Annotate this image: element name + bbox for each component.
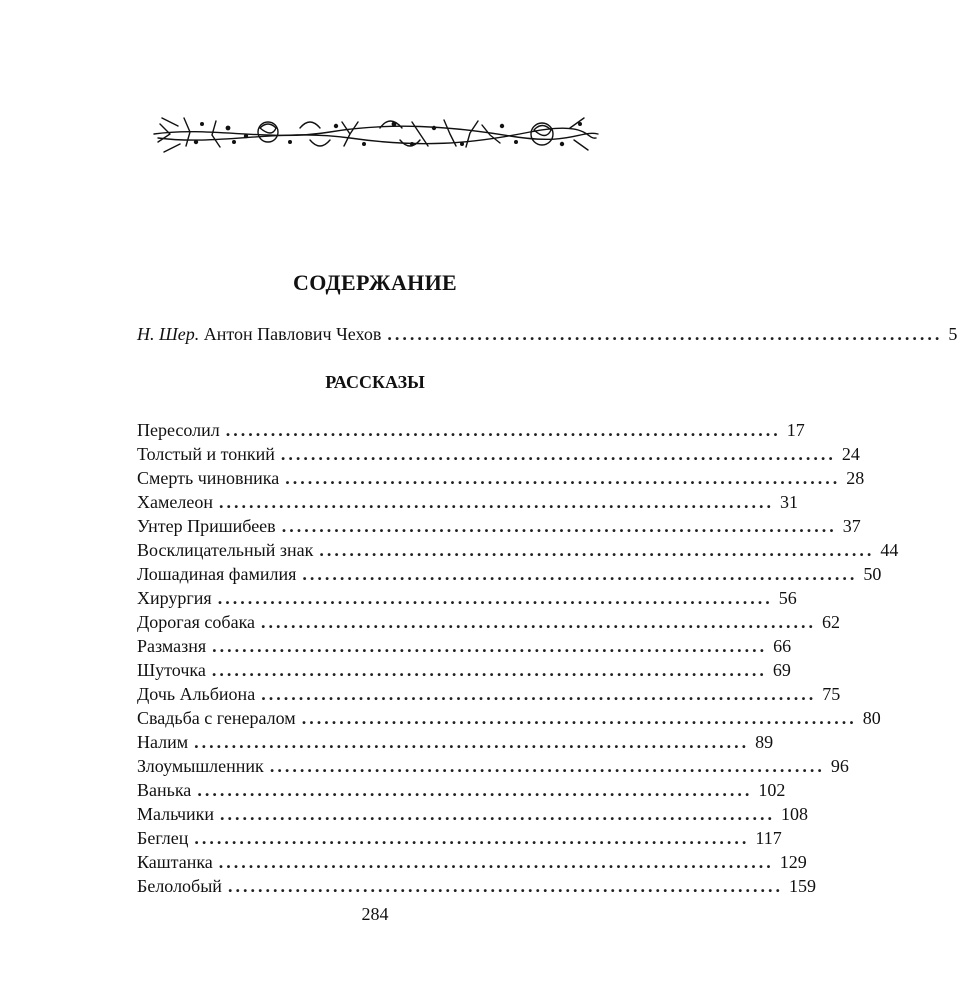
page-number: 284 — [361, 904, 389, 924]
toc-entry-title: Лошадиная фамилия — [137, 564, 297, 584]
toc-intro-entry[interactable] — [137, 322, 957, 346]
toc-entry-page: 129 — [779, 852, 807, 872]
dot-leader: .......................................................................... — [261, 684, 817, 704]
toc-entry-page: 56 — [778, 588, 797, 608]
toc-entry-title: Каштанка — [137, 852, 213, 872]
toc-entry[interactable] — [137, 634, 792, 658]
toc-entry-page: 28 — [846, 468, 865, 488]
toc-entry[interactable] — [137, 442, 860, 466]
toc-entry-page: 108 — [781, 804, 809, 824]
toc-entry-page: 80 — [862, 708, 881, 728]
dot-leader: .......................................................................... — [319, 540, 875, 560]
toc-entry-page: 117 — [755, 828, 782, 848]
dot-leader: .......................................................................... — [302, 564, 858, 584]
toc-entry-page: 75 — [822, 684, 841, 704]
toc-entry[interactable] — [137, 562, 882, 586]
section-heading: РАССКАЗЫ — [325, 372, 425, 392]
toc-entry-title: Мальчики — [137, 804, 215, 824]
toc-entry[interactable] — [137, 826, 782, 850]
toc-entry[interactable] — [137, 466, 865, 490]
toc-entry[interactable] — [137, 418, 805, 442]
toc-entry-title: Унтер Пришибеев — [137, 516, 276, 536]
toc-entry-page: 66 — [773, 636, 792, 656]
dot-leader: .......................................................................... — [301, 708, 857, 728]
toc-entry[interactable] — [137, 682, 841, 706]
toc-entry[interactable] — [137, 754, 849, 778]
toc-entry[interactable] — [137, 778, 786, 802]
toc-entry-title: Восклицательный знак — [137, 540, 314, 560]
toc-entry-page: 96 — [830, 756, 849, 776]
toc-entry-title: Дорогая собака — [137, 612, 256, 632]
toc-entry-title: Белолобый — [137, 876, 222, 896]
toc-entry[interactable] — [137, 490, 798, 514]
dot-leader: .......................................................................... — [217, 588, 773, 608]
toc-entry-page: 17 — [786, 420, 805, 440]
toc-entry-title: Шуточка — [137, 660, 206, 680]
toc-entry[interactable] — [137, 706, 881, 730]
toc-entry-title: Смерть чиновника — [137, 468, 280, 488]
toc-entry-title: Толстый и тонкий — [137, 444, 275, 464]
dot-leader: .......................................................................... — [212, 636, 768, 656]
toc-entry[interactable] — [137, 610, 841, 634]
toc-entry-page: 159 — [788, 876, 816, 896]
toc-intro-title: Антон Павлович Чехов — [203, 324, 382, 344]
toc-entry-page: 102 — [758, 780, 786, 800]
dot-leader: .......................................................................... — [387, 324, 943, 344]
dot-leader: .......................................................................... — [280, 444, 836, 464]
toc-intro-title-group — [137, 322, 387, 346]
dot-leader: .......................................................................... — [194, 732, 750, 752]
toc-intro-page: 5 — [948, 324, 957, 344]
toc-entry-title: Налим — [137, 732, 189, 752]
dot-leader: .......................................................................... — [211, 660, 767, 680]
toc-entry[interactable] — [137, 538, 899, 562]
toc-entry[interactable] — [137, 850, 807, 874]
floral-garland-ornament-icon — [150, 98, 602, 170]
toc-entry-page: 24 — [841, 444, 860, 464]
toc-entry-title: Размазня — [137, 636, 207, 656]
dot-leader: .......................................................................... — [194, 828, 750, 848]
dot-leader: .......................................................................... — [220, 804, 776, 824]
toc-entry[interactable] — [137, 514, 861, 538]
toc-entry-page: 62 — [822, 612, 841, 632]
toc-entry-title: Свадьба с генералом — [137, 708, 296, 728]
toc-entry[interactable] — [137, 730, 774, 754]
toc-entry-page: 50 — [863, 564, 882, 584]
toc-entry[interactable] — [137, 802, 809, 826]
toc-entry-page: 31 — [779, 492, 798, 512]
toc-entry-page: 89 — [755, 732, 774, 752]
dot-leader: .......................................................................... — [281, 516, 837, 536]
toc-entry-page: 37 — [842, 516, 861, 536]
dot-leader: .......................................................................... — [261, 612, 817, 632]
toc-entry[interactable] — [137, 586, 797, 610]
toc-entry-page: 69 — [772, 660, 791, 680]
toc-intro-author: Н. Шер. — [137, 324, 200, 344]
toc-entry-page: 44 — [880, 540, 899, 560]
toc-entry-title: Беглец — [137, 828, 189, 848]
toc-entry-title: Хамелеон — [137, 492, 213, 512]
toc-entry[interactable] — [137, 874, 816, 898]
toc-entry-title: Дочь Альбиона — [137, 684, 256, 704]
toc-entry[interactable] — [137, 658, 791, 682]
dot-leader: .......................................................................... — [197, 780, 753, 800]
dot-leader: .......................................................................... — [218, 852, 774, 872]
contents-heading: СОДЕРЖАНИЕ — [293, 270, 457, 295]
toc-entry-title: Ванька — [137, 780, 192, 800]
dot-leader: .......................................................................... — [285, 468, 841, 488]
dot-leader: .......................................................................... — [227, 876, 783, 896]
dot-leader: .......................................................................... — [269, 756, 825, 776]
toc-entry-title: Злоумышленник — [137, 756, 264, 776]
toc-entry-title: Хирургия — [137, 588, 212, 608]
toc-entry-title: Пересолил — [137, 420, 220, 440]
dot-leader: .......................................................................... — [218, 492, 774, 512]
dot-leader: .......................................................................... — [225, 420, 781, 440]
